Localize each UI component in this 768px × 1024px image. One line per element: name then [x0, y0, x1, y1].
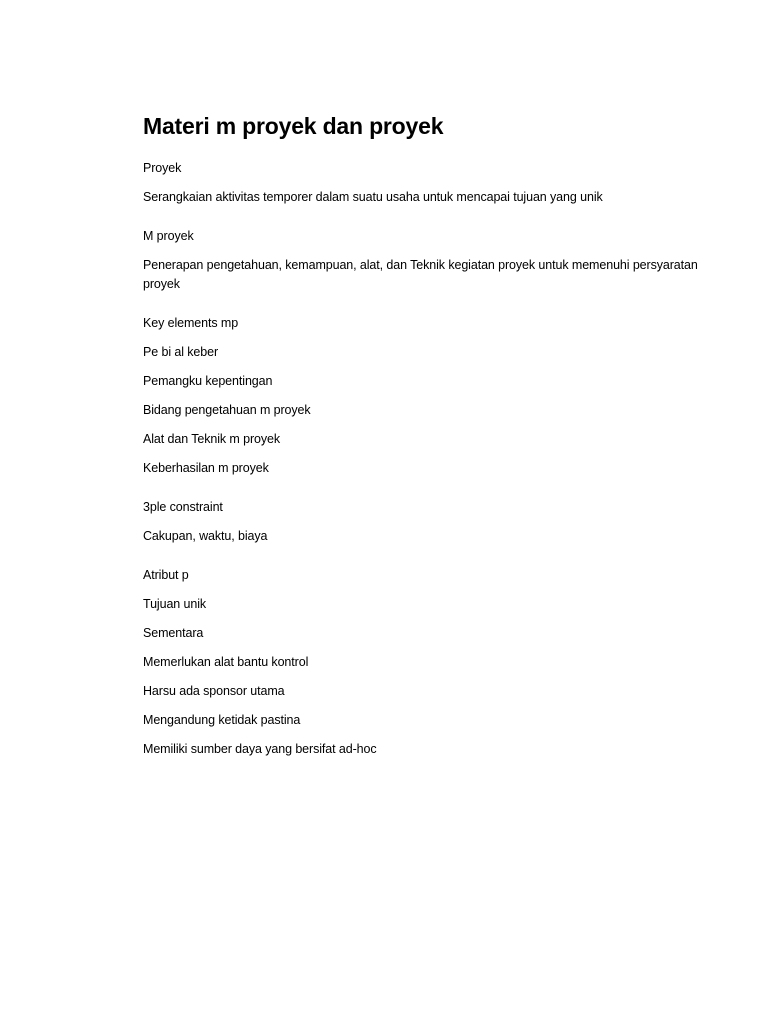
list-item: Tujuan unik [143, 597, 207, 611]
section-heading: 3ple constraint [143, 500, 223, 514]
section-heading: Key elements mp [143, 316, 239, 330]
list-item: Bidang pengetahuan m proyek [143, 403, 311, 417]
list-item: Sementara [143, 626, 204, 640]
document-content [143, 112, 703, 779]
list-item: Mengandung ketidak pastina [143, 713, 301, 727]
document-title: Materi m proyek dan proyek [143, 113, 444, 139]
list-item: Pemangku kepentingan [143, 374, 273, 388]
list-item: Memiliki sumber daya yang bersifat ad-hoc [143, 742, 377, 756]
section-text: Serangkaian aktivitas temporer dalam suatu usaha untuk mencapai tujuan yang unik [143, 190, 603, 204]
section-key-elements [143, 314, 703, 478]
section-heading: Proyek [143, 161, 182, 175]
section-triple-constraint [143, 498, 703, 546]
list-item: Pe bi al keber [143, 345, 219, 359]
list-item: Keberhasilan m proyek [143, 461, 269, 475]
section-text: Penerapan pengetahuan, kemampuan, alat, dan Teknik kegiatan proyek untuk memenuhi persyaratan proyek [143, 258, 698, 291]
section-atribut [143, 566, 703, 759]
section-m-proyek [143, 227, 703, 294]
list-item: Memerlukan alat bantu kontrol [143, 655, 309, 669]
list-item: Alat dan Teknik m proyek [143, 432, 281, 446]
section-heading: M proyek [143, 229, 194, 243]
section-proyek [143, 159, 703, 207]
list-item: Harsu ada sponsor utama [143, 684, 285, 698]
section-heading: Atribut p [143, 568, 189, 582]
section-text: Cakupan, waktu, biaya [143, 529, 268, 543]
